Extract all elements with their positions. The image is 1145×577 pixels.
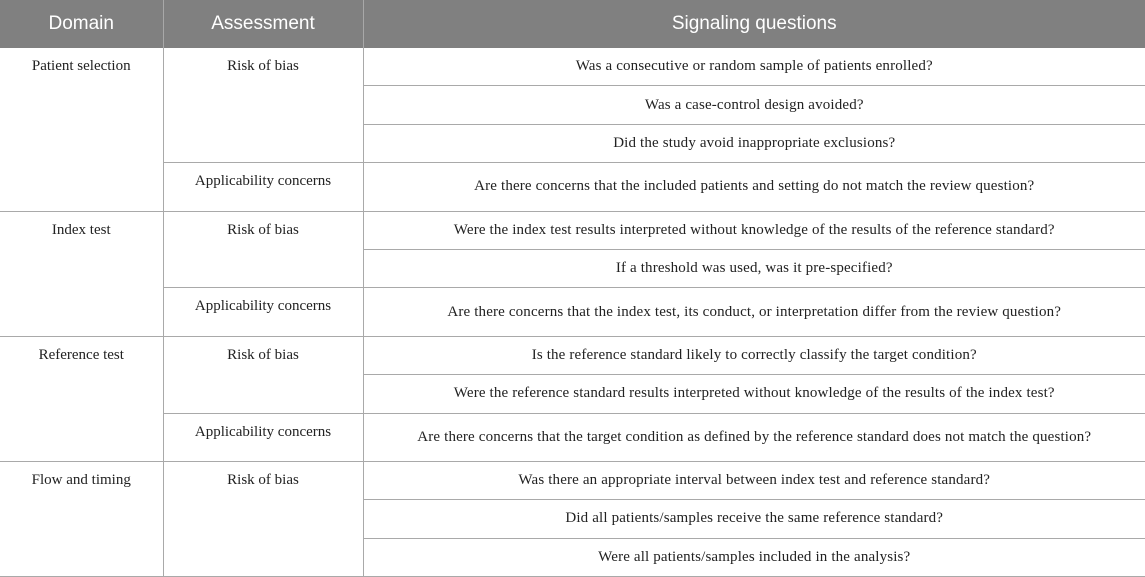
- header-row: [0, 0, 1145, 48]
- table-row: [0, 413, 1145, 461]
- signaling-question-cell: Are there concerns that the target condition as defined by the reference standard does not match the question?: [363, 413, 1145, 461]
- domain-cell: Patient selection: [0, 48, 163, 211]
- assessment-cell: Risk of bias: [163, 48, 363, 163]
- signaling-question-cell: Was a case-control design avoided?: [363, 86, 1145, 124]
- domain-cell: Flow and timing: [0, 461, 163, 576]
- signaling-question-cell: Were all patients/samples included in the analysis?: [363, 538, 1145, 576]
- signaling-question-cell: Was there an appropriate interval between index test and reference standard?: [363, 461, 1145, 499]
- assessment-cell: Applicability concerns: [163, 163, 363, 211]
- header-assessment: Assessment: [163, 0, 363, 48]
- header-signaling-questions: Signaling questions: [363, 0, 1145, 48]
- assessment-cell: Risk of bias: [163, 461, 363, 576]
- signaling-question-cell: Was a consecutive or random sample of patients enrolled?: [363, 48, 1145, 86]
- signaling-question-cell: Is the reference standard likely to correctly classify the target condition?: [363, 336, 1145, 374]
- signaling-question-cell: Are there concerns that the index test, its conduct, or interpretation differ from the review question?: [363, 288, 1145, 336]
- header-domain: Domain: [0, 0, 163, 48]
- table-header: [0, 0, 1145, 48]
- signaling-question-cell: Were the reference standard results interpreted without knowledge of the results of the index test?: [363, 375, 1145, 413]
- signaling-question-cell: Are there concerns that the included patients and setting do not match the review question?: [363, 163, 1145, 211]
- signaling-question-cell: Were the index test results interpreted without knowledge of the results of the reference standard?: [363, 211, 1145, 249]
- signaling-question-cell: If a threshold was used, was it pre-specified?: [363, 249, 1145, 287]
- table-row: [0, 211, 1145, 249]
- assessment-cell: Risk of bias: [163, 336, 363, 413]
- signaling-question-cell: Did all patients/samples receive the same reference standard?: [363, 500, 1145, 538]
- domain-cell: Reference test: [0, 336, 163, 461]
- assessment-cell: Applicability concerns: [163, 288, 363, 336]
- assessment-cell: Applicability concerns: [163, 413, 363, 461]
- table-row: [0, 461, 1145, 499]
- domain-cell: Index test: [0, 211, 163, 336]
- table-row: [0, 288, 1145, 336]
- table-body: [0, 48, 1145, 577]
- assessment-cell: Risk of bias: [163, 211, 363, 288]
- signaling-question-cell: Did the study avoid inappropriate exclusions?: [363, 124, 1145, 162]
- table-row: [0, 336, 1145, 374]
- table-row: [0, 163, 1145, 211]
- table-row: [0, 48, 1145, 86]
